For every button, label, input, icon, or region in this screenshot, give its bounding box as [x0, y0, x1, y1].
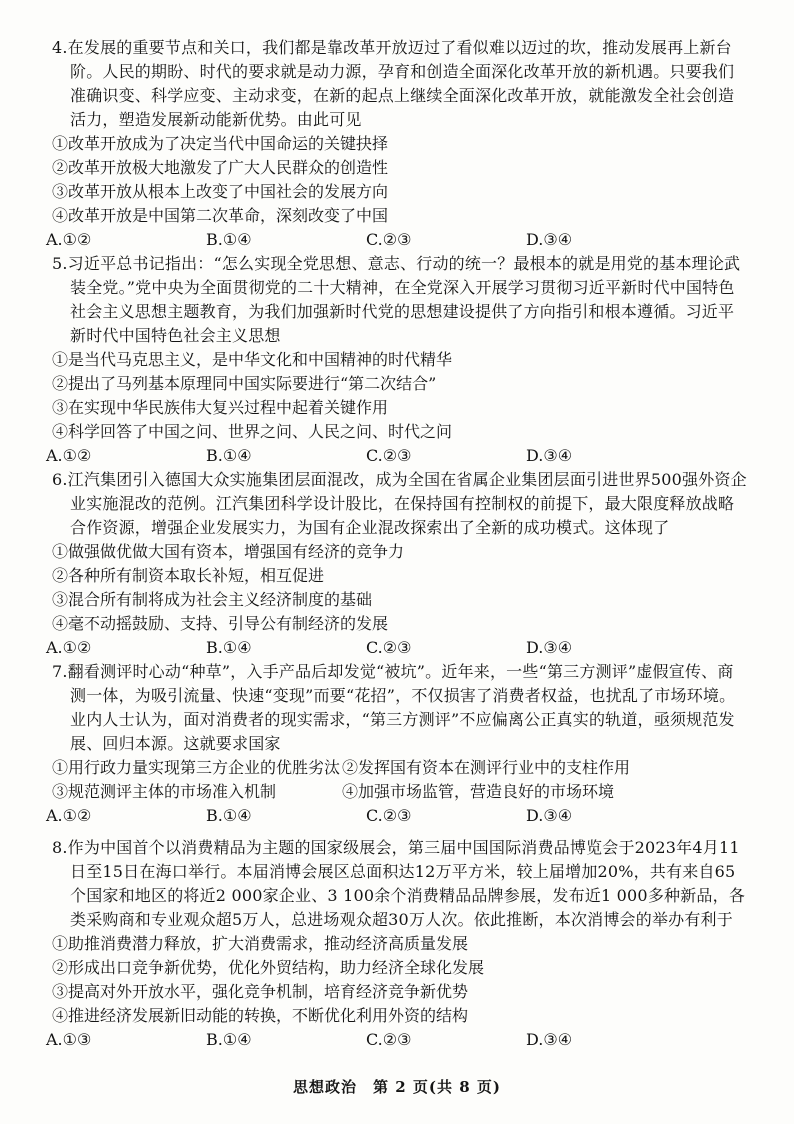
- option-1: ①改革开放成为了决定当代中国命运的关键抉择: [52, 134, 389, 153]
- choice-d: D.③④: [526, 1030, 573, 1049]
- option-2: ②各种所有制资本取长补短，相互促进: [52, 566, 325, 585]
- question-4: [0, 36, 794, 252]
- choice-a: A.①②: [46, 638, 92, 657]
- option-3: ③规范测评主体的市场准入机制: [52, 782, 277, 801]
- option-1: ①用行政力量实现第三方企业的优胜劣汰: [52, 758, 341, 777]
- choice-c: C.②③: [366, 446, 412, 465]
- option-3: ③提高对外开放水平，强化竞争机制，培育经济竞争新优势: [52, 982, 469, 1001]
- option-3: ③在实现中华民族伟大复兴过程中起着关键作用: [52, 398, 389, 417]
- answer-choices: [46, 804, 794, 828]
- choice-b: B.①④: [206, 1030, 252, 1049]
- option-4: ④科学回答了中国之问、世界之问、人民之问、时代之问: [52, 422, 453, 441]
- choice-a: A.①②: [46, 230, 92, 249]
- choice-d: D.③④: [526, 230, 573, 249]
- choice-d: D.③④: [526, 638, 573, 657]
- option-2: ②提出了马列基本原理同中国实际要进行“第二次结合”: [52, 374, 437, 393]
- option-2: ②形成出口竞争新优势，优化外贸结构，助力经济全球化发展: [52, 958, 485, 977]
- page-footer: 思想政治 第 2 页(共 8 页): [293, 1078, 501, 1096]
- choice-a: A.①②: [46, 446, 92, 465]
- choice-b: B.①④: [206, 806, 252, 825]
- choice-d: D.③④: [526, 446, 573, 465]
- option-4: ④加强市场监管，营造良好的市场环境: [342, 782, 615, 801]
- question-stem: 4.在发展的重要节点和关口，我们都是靠改革开放迈过了看似难以迈过的坎，推动发展再上新台阶。人民的期盼、时代的要求就是动力源，孕育和创造全面深化改革开放的新机遇。只要我们准确识变、科学应变、主动求变，在新的起点上继续全面深化改革开放，就能激发全社会创造活力，塑造发展新动能新优势。由此可见: [52, 38, 735, 129]
- option-1: ①助推消费潜力释放，扩大消费需求，推动经济高质量发展: [52, 934, 469, 953]
- question-stem: 6.江汽集团引入德国大众实施集团层面混改，成为全国在省属企业集团层面引进世界500强外资企业实施混改的范例。江汽集团科学设计股比，在保持国有控制权的前提下，最大限度释放战略合作资源，增强企业发展实力，为国有企业混改探索出了全新的成功模式。这体现了: [52, 470, 747, 537]
- choice-b: B.①④: [206, 230, 252, 249]
- option-4: ④毫不动摇鼓励、支持、引导公有制经济的发展: [52, 614, 389, 633]
- choice-c: C.②③: [366, 230, 412, 249]
- answer-choices: [46, 228, 794, 252]
- option-row: [52, 780, 794, 804]
- option-row: [52, 756, 794, 780]
- question-stem: 7.翻看测评时心动“种草”，入手产品后却发觉“被坑”。近年来，一些“第三方测评”虚假宣传、商测一体，为吸引流量、快速“变现”而要“花招”，不仅损害了消费者权益，也扰乱了市场环境。业内人士认为，面对消费者的现实需求，“第三方测评”不应偏离公正真实的轨道，亟须规范发展、回归本源。这就要求国家: [52, 662, 736, 753]
- option-2: ②改革开放极大地激发了广大人民群众的创造性: [52, 158, 389, 177]
- option-3: ③混合所有制将成为社会主义经济制度的基础: [52, 590, 373, 609]
- question-5: [0, 252, 794, 468]
- choice-a: A.①③: [46, 1030, 92, 1049]
- choice-a: A.①②: [46, 806, 92, 825]
- choice-c: C.②③: [366, 806, 412, 825]
- question-stem: 8.作为中国首个以消费精品为主题的国家级展会，第三届中国国际消费品博览会于2023年4月11日至15日在海口举行。本届消博会展区总面积达12万平方米，较上届增加20%，共有来自65个国家和地区的将近2 000家企业、3 100余个消费精品品牌参展，发布近1 000多种新品，各类采购商和专业观众超5万人，总进场观众超30万人次。依此推断，本次消博会的举办有利于: [52, 838, 746, 929]
- choice-c: C.②③: [366, 1030, 412, 1049]
- choice-b: B.①④: [206, 446, 252, 465]
- choice-c: C.②③: [366, 638, 412, 657]
- option-3: ③改革开放从根本上改变了中国社会的发展方向: [52, 182, 389, 201]
- option-4: ④推进经济发展新旧动能的转换，不断优化利用外资的结构: [52, 1006, 469, 1025]
- choice-b: B.①④: [206, 638, 252, 657]
- option-4: ④改革开放是中国第二次革命，深刻改变了中国: [52, 206, 389, 225]
- choice-d: D.③④: [526, 806, 573, 825]
- answer-choices: [46, 444, 794, 468]
- option-1: ①做强做优做大国有资本，增强国有经济的竞争力: [52, 542, 405, 561]
- answer-choices: [46, 636, 794, 660]
- question-8: [0, 836, 794, 1052]
- option-2: ②发挥国有资本在测评行业中的支柱作用: [342, 758, 631, 777]
- option-1: ①是当代马克思主义，是中华文化和中国精神的时代精华: [52, 350, 453, 369]
- question-7: [0, 660, 794, 828]
- question-6: [0, 468, 794, 660]
- answer-choices: [46, 1028, 794, 1052]
- question-stem: 5.习近平总书记指出：“怎么实现全党思想、意志、行动的统一？最根本的就是用党的基本理论武装全党。”党中央为全面贯彻党的二十大精神，在全党深入开展学习贯彻习近平新时代中国特色社会主义思想主题教育，为我们加强新时代党的思想建设提供了方向指引和根本遵循。习近平新时代中国特色社会主义思想: [52, 254, 741, 345]
